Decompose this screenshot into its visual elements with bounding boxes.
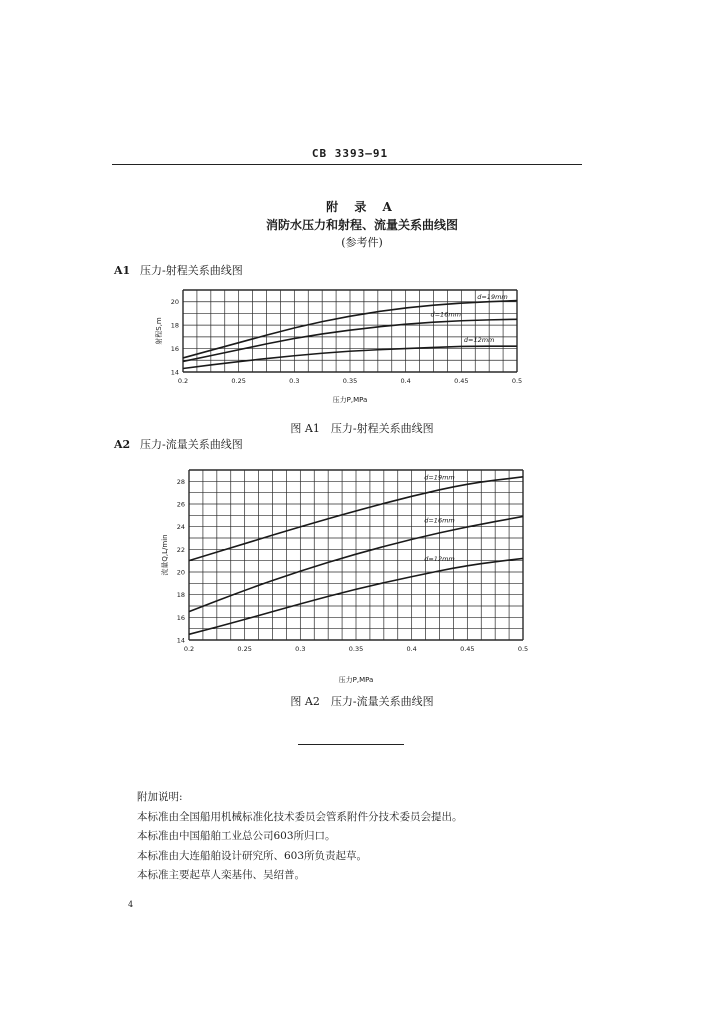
series-label: d=12mm	[463, 336, 495, 345]
notes-heading: 附加说明:	[137, 791, 183, 803]
series-label: d=16mm	[424, 516, 455, 525]
section-a2-number: A2	[114, 438, 131, 451]
end-rule	[298, 744, 404, 745]
x-tick-label: 0.3	[289, 377, 300, 385]
y-axis-label: 射程S,m	[155, 317, 163, 345]
y-tick-label: 26	[176, 500, 185, 509]
x-tick-label: 0.4	[406, 645, 417, 653]
notes-line: 本标准由中国船舶工业总公司603所归口。	[137, 830, 336, 842]
x-tick-label: 0.2	[177, 377, 189, 385]
x-tick-label: 0.45	[454, 377, 469, 385]
notes-line: 本标准主要起草人栾基伟、吴绍普。	[137, 869, 305, 881]
y-tick-label: 18	[176, 591, 185, 600]
y-tick-label: 18	[170, 321, 179, 330]
series-label: d=19mm	[424, 473, 455, 482]
notes-line: 本标准由全国船用机械标准化技术委员会管系附件分技术委员会提出。	[137, 810, 463, 823]
y-tick-label: 20	[176, 568, 185, 577]
series-label: d=12mm	[424, 555, 455, 564]
x-axis-label: 压力P,MPa	[332, 396, 368, 404]
chart-a1-caption: 图 A1 压力-射程关系曲线图	[290, 422, 434, 435]
x-tick-label: 0.35	[342, 377, 358, 385]
y-tick-label: 14	[170, 368, 179, 377]
x-tick-label: 0.35	[348, 645, 364, 653]
section-a1-heading	[114, 262, 243, 278]
y-tick-label: 14	[176, 636, 185, 645]
annex-note: (参考件)	[341, 236, 383, 249]
y-tick-label: 16	[170, 345, 179, 354]
x-tick-label: 0.45	[460, 645, 475, 653]
annex-title: 消防水压力和射程、流量关系曲线图	[265, 218, 458, 232]
notes-line: 本标准由大连船舶设计研究所、603所负责起草。	[137, 849, 368, 862]
annex-label: 附 录 A	[326, 200, 398, 214]
chart-a1	[150, 282, 550, 412]
x-axis-label: 压力P,MPa	[338, 676, 374, 684]
series-label: d=19mm	[477, 292, 508, 301]
x-tick-label: 0.25	[231, 377, 246, 385]
x-tick-label: 0.4	[400, 377, 411, 385]
standard-code: CB 3393—91	[311, 147, 389, 160]
x-tick-label: 0.5	[517, 645, 529, 653]
section-a1-title: 压力-射程关系曲线图	[140, 264, 243, 277]
y-tick-label: 20	[170, 298, 179, 307]
section-a2-heading	[114, 436, 243, 452]
series-label: d=16mm	[430, 310, 462, 319]
chart-a2-caption: 图 A2 压力-流量关系曲线图	[290, 695, 434, 708]
section-a2-title: 压力-流量关系曲线图	[140, 438, 243, 451]
y-tick-label: 22	[176, 545, 185, 554]
y-axis-label: 流量Q,L/min	[161, 534, 169, 576]
x-tick-label: 0.25	[237, 645, 252, 653]
y-tick-label: 28	[176, 477, 185, 486]
page-number: 4	[128, 900, 134, 909]
y-tick-label: 24	[176, 523, 185, 532]
x-tick-label: 0.5	[511, 377, 523, 385]
header-rule	[112, 164, 582, 165]
additional-notes	[137, 788, 463, 886]
x-tick-label: 0.2	[183, 645, 195, 653]
y-tick-label: 16	[176, 613, 185, 622]
section-a1-number: A1	[114, 264, 131, 277]
x-tick-label: 0.3	[295, 645, 306, 653]
chart-a2	[150, 462, 550, 687]
